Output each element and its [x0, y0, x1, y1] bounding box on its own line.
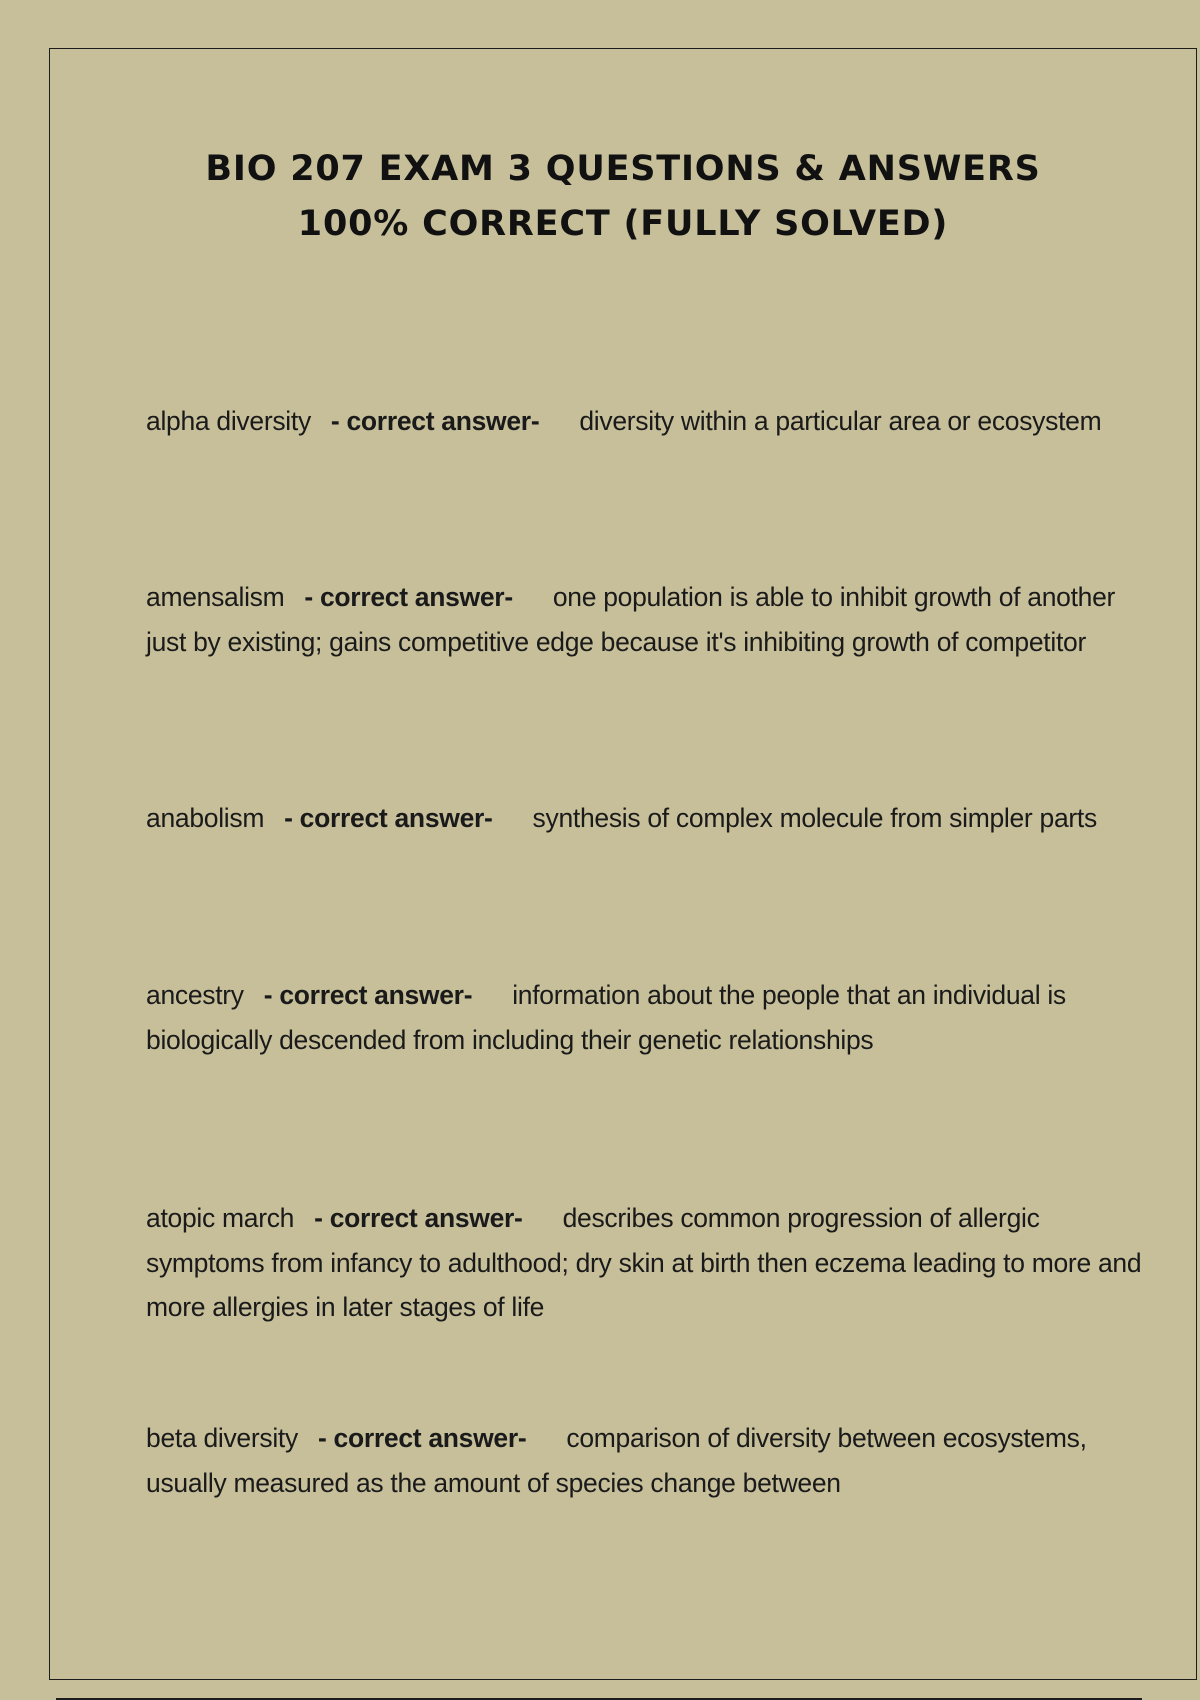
correct-answer-label: - correct answer- [330, 406, 540, 436]
qa-entry-ancestry [146, 973, 1146, 1062]
entry-term: anabolism [146, 803, 265, 833]
qa-entry-amensalism [146, 575, 1146, 664]
entry-definition: describes common progression of allergic symptoms from infancy to adulthood; dry skin at birth then eczema leading to more and more allergies in later stages of life [146, 1203, 1142, 1322]
correct-answer-label: - correct answer- [317, 1423, 527, 1453]
entry-term: atopic march [146, 1203, 295, 1233]
qa-entry-beta-diversity [146, 1416, 1146, 1505]
entry-definition: comparison of diversity between ecosystems, usually measured as the amount of species change between [146, 1423, 1087, 1498]
entry-term: amensalism [146, 582, 285, 612]
next-page-top-border [56, 1698, 1142, 1700]
title-line-2: 100% CORRECT (FULLY SOLVED) [297, 204, 949, 244]
qa-entry-atopic-march [146, 1196, 1146, 1330]
correct-answer-label: - correct answer- [284, 803, 493, 833]
entry-definition: diversity within a particular area or ecosystem [579, 406, 1102, 436]
entry-term: beta diversity [146, 1423, 298, 1453]
correct-answer-label: - correct answer- [263, 980, 473, 1010]
entry-term: ancestry [146, 980, 244, 1010]
document-title [50, 142, 1196, 252]
title-line-1: BIO 207 EXAM 3 QUESTIONS & ANSWERS [205, 149, 1041, 189]
qa-entry-anabolism [146, 796, 1146, 841]
entry-definition: synthesis of complex molecule from simpler parts [532, 803, 1097, 833]
entry-definition: one population is able to inhibit growth of another just by existing; gains competitive edge because it's inhibiting growth of competitor [146, 582, 1116, 657]
entry-term: alpha diversity [146, 406, 311, 436]
page-frame [49, 48, 1197, 1680]
entry-definition: information about the people that an individual is biologically descended from including their genetic relationships [146, 980, 1066, 1055]
qa-entry-alpha-diversity [146, 399, 1146, 444]
correct-answer-label: - correct answer- [304, 582, 513, 612]
correct-answer-label: - correct answer- [314, 1203, 523, 1233]
